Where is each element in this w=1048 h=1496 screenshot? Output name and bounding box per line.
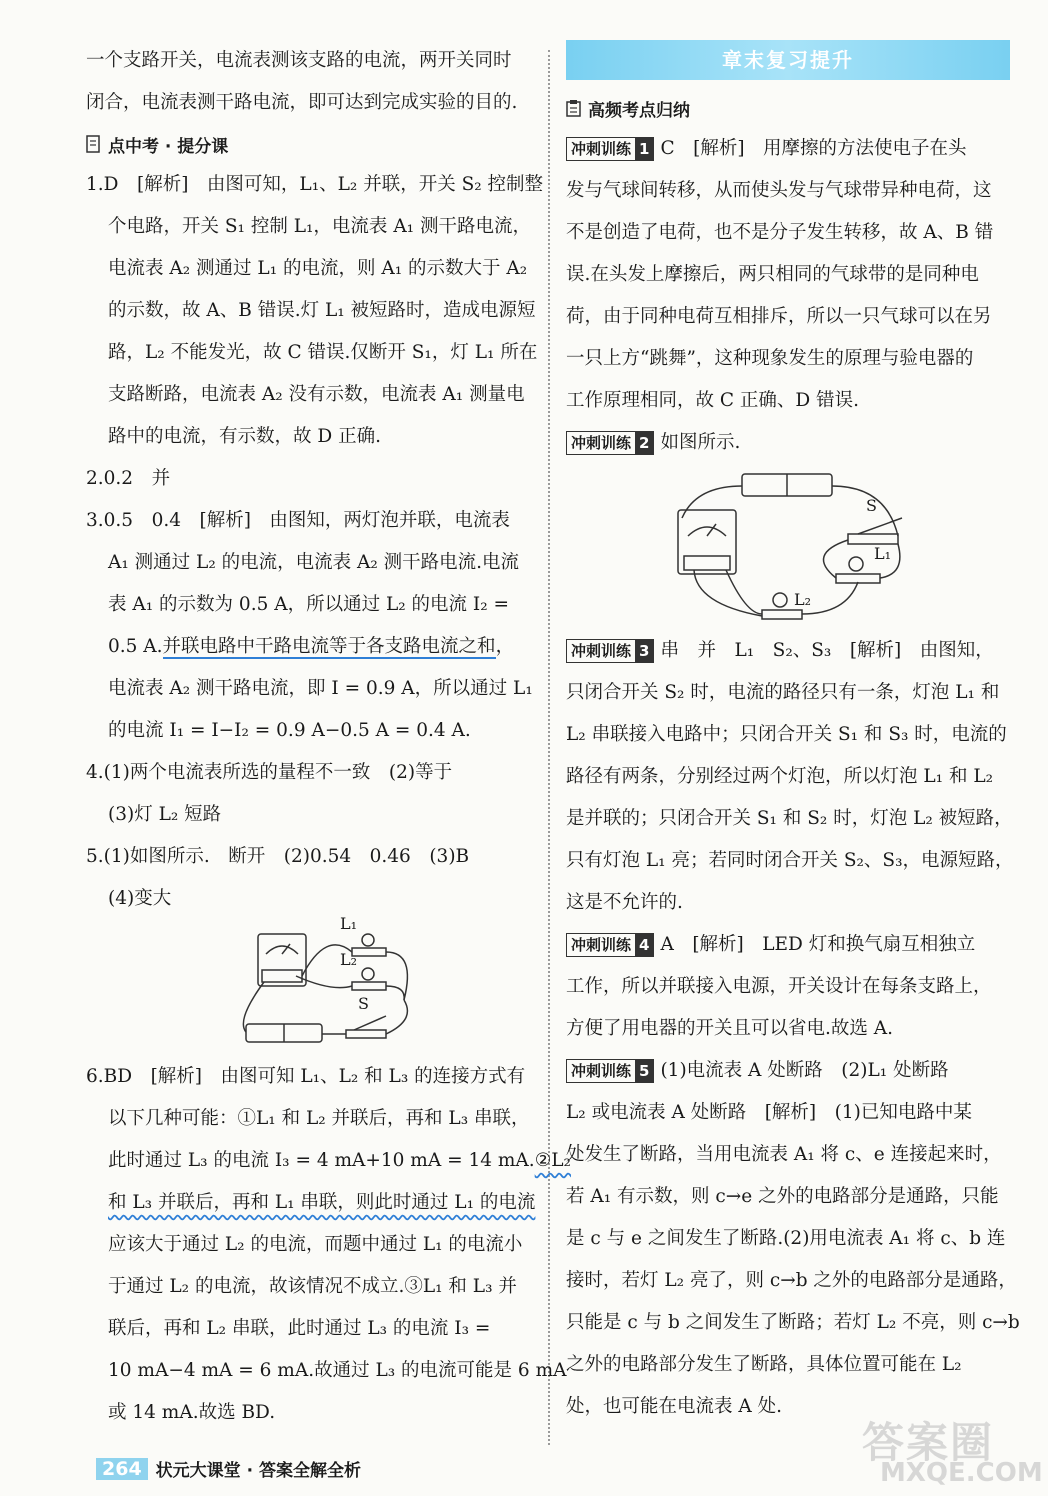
watermark: 答案圈 <box>862 1418 995 1467</box>
intro-line: 闭合，电流表测干路电流，即可达到完成实验的目的. <box>86 92 518 113</box>
answer-line <box>86 1182 536 1224</box>
training-tag: 冲刺训练 1 <box>566 137 654 161</box>
answer-line: 的电流 I₁ = I−I₂ = 0.9 A−0.5 A = 0.4 A. <box>108 720 471 741</box>
answer-line: 6.BD [解析] 由图可知 L₁、L₂ 和 L₃ 的连接方式有 <box>86 1066 526 1087</box>
answer-line: 电流表 A₂ 测通过 L₁ 的电流，则 A₁ 的示数大于 A₂ <box>108 258 528 279</box>
label-L1: L₁ <box>874 544 892 563</box>
circuit-figure-2 <box>566 464 1010 630</box>
training-5 <box>566 1050 1020 1428</box>
right-column <box>566 40 1020 1428</box>
answer-line: 3.0.5 0.4 [解析] 由图知，两灯泡并联，电流表 <box>86 510 510 531</box>
answer-line: 冲刺训练 4 A [解析] LED 灯和换气扇互相独立 <box>566 924 1010 966</box>
answer-line: 个电路，开关 S₁ 控制 L₁，电流表 A₁ 测干路电流， <box>108 216 531 237</box>
answer-line: 1.D [解析] 由图可知，L₁、L₂ 并联，开关 S₂ 控制整 <box>86 174 544 195</box>
answer-line: 不是创造了电荷，也不是分子发生转移，故 A、B 错 <box>566 222 994 243</box>
answer-line: 工作，所以并联接入电源，开关设计在每条支路上， <box>566 976 992 997</box>
section-heading-left <box>86 124 536 164</box>
answer-line: 处，也可能在电流表 A 处. <box>566 1396 783 1417</box>
answer-line: 冲刺训练 3 串 并 L₁ S₂、S₃ [解析] 由图知， <box>566 630 1010 672</box>
training-tag: 冲刺训练 4 <box>566 933 654 957</box>
answer-line: 10 mA−4 mA = 6 mA.故通过 L₃ 的电流可能是 6 mA <box>108 1360 567 1381</box>
underlined-text: 和 L₃ 并联后，再和 L₁ 串联，则此时通过 L₁ 的电流 <box>108 1192 536 1213</box>
clipboard-icon <box>566 99 582 117</box>
answer-line: 电流表 A₂ 测干路电流，即 I = 0.9 A，所以通过 L₁ <box>108 678 533 699</box>
answer-4 <box>86 752 536 836</box>
circuit-diagram <box>566 464 1010 630</box>
label-L1: L₁ <box>340 914 358 933</box>
answer-line: 0.5 A.并联电路中干路电流等于各支路电流之和， <box>108 636 515 657</box>
answer-line: 支路断路，电流表 A₂ 没有示数，电流表 A₁ 测量电 <box>108 384 525 405</box>
answer-line: 路中的电流，有示数，故 D 正确. <box>108 426 381 447</box>
answer-line: 此时通过 L₃ 的电流 I₃ = 4 mA+10 mA = 14 mA.②L₂ <box>108 1150 571 1171</box>
answer-line: 5.(1)如图所示. 断开 (2)0.54 0.46 (3)B <box>86 846 470 867</box>
section-title: 高频考点归纳 <box>588 100 690 121</box>
answer-line: 方便了用电器的开关且可以省电.故选 A. <box>566 1018 894 1039</box>
answer-line: 联后，再和 L₂ 串联，此时通过 L₃ 的电流 I₃ = <box>108 1318 491 1339</box>
answer-line: A₁ 测通过 L₂ 的电流，电流表 A₂ 测干路电流.电流 <box>108 552 520 573</box>
training-tag: 冲刺训练 2 <box>566 431 654 455</box>
answer-line: (3)灯 L₂ 短路 <box>108 804 222 825</box>
intro-line: 一个支路开关，电流表测该支路的电流，两开关同时 <box>86 50 512 71</box>
circuit-diagram <box>86 920 536 1056</box>
underlined-text: 并联电路中干路电流等于各支路电流之和 <box>162 636 496 657</box>
answer-line: 只有灯泡 L₁ 亮；若同时闭合开关 S₂、S₃，电源短路， <box>566 850 1014 871</box>
answer-line: 接时，若灯 L₂ 亮了，则 c→b 之外的电路部分是通路， <box>566 1270 1017 1291</box>
answer-line: 是并联的；只闭合开关 S₁ 和 S₂ 时，灯泡 L₂ 被短路， <box>566 808 1013 829</box>
answer-line: 表 A₁ 的示数为 0.5 A，所以通过 L₂ 的电流 I₂ = <box>108 594 510 615</box>
answer-line: 路，L₂ 不能发光，故 C 错误.仅断开 S₁，灯 L₁ 所在 <box>108 342 538 363</box>
section-heading-right <box>566 88 1010 128</box>
label-S: S <box>358 994 369 1013</box>
answer-line: 这是不允许的. <box>566 892 683 913</box>
answer-line: 处发生了断路，当用电流表 A₁ 将 c、e 连接起来时， <box>566 1144 1002 1165</box>
left-column <box>86 40 571 1434</box>
answer-line: 路径有两条，分别经过两个灯泡，所以灯泡 L₁ 和 L₂ <box>566 766 994 787</box>
circuit-figure-1 <box>86 914 536 1056</box>
label-S: S <box>866 496 877 515</box>
underlined-text: ②L₂ <box>534 1150 571 1171</box>
training-4 <box>566 924 1010 1050</box>
answer-line: 冲刺训练 5 (1)电流表 A 处断路 (2)L₁ 处断路 <box>566 1050 1010 1092</box>
answer-line: 之外的电路部分发生了断路，具体位置可能在 L₂ <box>566 1354 962 1375</box>
training-1 <box>566 128 1010 422</box>
answer-line: 4.(1)两个电流表所选的量程不一致 (2)等于 <box>86 762 453 783</box>
answer-line: 荷，由于同种电荷互相排斥，所以一只气球可以在另 <box>566 306 992 327</box>
answer-5 <box>86 836 536 920</box>
training-tag: 冲刺训练 5 <box>566 1059 654 1083</box>
answer-line: 于通过 L₂ 的电流，故该情况不成立.③L₁ 和 L₃ 并 <box>108 1276 517 1297</box>
column-divider <box>548 50 550 1445</box>
document-icon <box>86 135 102 153</box>
answer-line: 是 c 与 e 之间发生了断路.(2)用电流表 A₁ 将 c、b 连 <box>566 1228 1006 1249</box>
answer-line: 或 14 mA.故选 BD. <box>108 1402 276 1423</box>
answer-2: 2.0.2 并 <box>86 468 171 489</box>
answer-line: 应该大于通过 L₂ 的电流，而题中通过 L₁ 的电流小 <box>108 1234 523 1255</box>
label-L2: L₂ <box>340 950 358 969</box>
answer-6 <box>86 1056 571 1434</box>
answer-1 <box>86 164 544 458</box>
training-3 <box>566 630 1014 924</box>
training-2: 冲刺训练 2 如图所示. <box>566 422 1010 464</box>
answer-line: 只闭合开关 S₂ 时，电流的路径只有一条，灯泡 L₁ 和 <box>566 682 1000 703</box>
answer-line: 误.在头发上摩擦后，两只相同的气球带的是同种电 <box>566 264 979 285</box>
section-title: 点中考 · 提分课 <box>108 136 229 157</box>
page-footer <box>96 1456 361 1481</box>
answer-line: 一只上方“跳舞”，这种现象发生的原理与验电器的 <box>566 348 974 369</box>
answer-line: 冲刺训练 1 C [解析] 用摩擦的方法使电子在头 <box>566 128 1010 170</box>
answer-3 <box>86 500 536 752</box>
watermark-url: MXQE.COM <box>880 1458 1043 1488</box>
answer-line: 工作原理相同，故 C 正确、D 错误. <box>566 390 860 411</box>
answer-line: L₂ 串联接入电路中；只闭合开关 S₁ 和 S₃ 时，电流的 <box>566 724 1007 745</box>
answer-line: 若 A₁ 有示数，则 c→e 之外的电路部分是通路，只能 <box>566 1186 999 1207</box>
chapter-review-banner: 章末复习提升 <box>566 40 1010 80</box>
answer-line: 发与气球间转移，从而使头发与气球带异种电荷，这 <box>566 180 992 201</box>
book-title: 状元大课堂 · 答案全解全析 <box>155 1461 361 1481</box>
answer-line: L₂ 或电流表 A 处断路 [解析] (1)已知电路中某 <box>566 1102 972 1123</box>
answer-line: 只能是 c 与 b 之间发生了断路；若灯 L₂ 不亮，则 c→b <box>566 1312 1020 1333</box>
answer-line: 的示数，故 A、B 错误.灯 L₁ 被短路时，造成电源短 <box>108 300 536 321</box>
training-tag: 冲刺训练 3 <box>566 639 654 663</box>
label-L2: L₂ <box>794 590 812 609</box>
page-number: 264 <box>96 1458 148 1480</box>
answer-line: (4)变大 <box>108 888 172 909</box>
answer-line: 以下几种可能：①L₁ 和 L₂ 并联后，再和 L₃ 串联， <box>108 1108 530 1129</box>
